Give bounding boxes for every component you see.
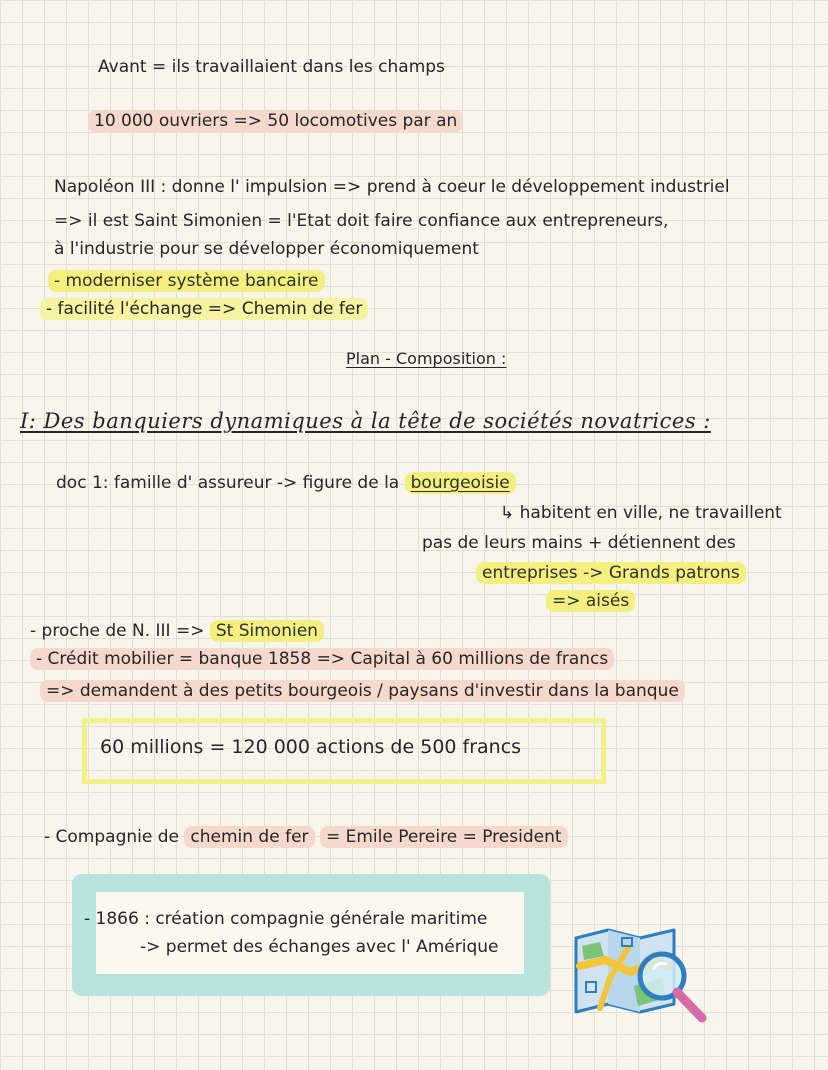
plan-label: Plan - Composition : [346,349,507,368]
napoleon-line-1: Napoléon III : donne l' impulsion => prend à coeur le développement industriel [54,177,730,197]
napoleon-bullet-2 [40,298,368,320]
bullet-1-prefix: - proche de N. III => [30,621,205,641]
napoleon-bullet-1-text: - moderniser système bancaire [48,270,325,292]
doc1-line-5 [546,590,635,612]
actions-box-text: 60 millions = 120 000 actions de 500 francs [100,736,522,758]
section-title: I: Des banquiers dynamiques à la tête de sociétés novatrices : [20,409,711,433]
doc1-bourgeoisie: bourgeoisie [405,472,516,494]
doc1-line-1-prefix: doc 1: famille d' assureur -> figure de la [56,473,400,493]
maritime-line-1: - 1866 : création compagnie générale maritime [84,909,488,929]
compagnie-line [44,826,568,848]
intro-line-1: Avant = ils travaillaient dans les champs [98,57,445,77]
napoleon-bullet-2-text: - facilité l'échange => Chemin de fer [40,298,368,320]
compagnie-prefix: - Compagnie de [44,827,179,847]
doc1-line-4 [476,562,746,584]
napoleon-line-3: à l'industrie pour se développer économiquement [54,239,479,259]
bullet-2-text: - Crédit mobilier = banque 1858 => Capital à 60 millions de francs [30,648,614,670]
doc1-line-5-text: => aisés [546,590,635,612]
intro-line-2-text: 10 000 ouvriers => 50 locomotives par an [88,110,463,132]
doc1-line-4-text: entreprises -> Grands patrons [476,562,746,584]
napoleon-line-2: => il est Saint Simonien = l'Etat doit faire confiance aux entrepreneurs, [54,211,669,231]
maritime-line-2: -> permet des échanges avec l' Amérique [140,937,499,957]
bullet-3-text: => demandent à des petits bourgeois / paysans d'investir dans la banque [40,680,685,702]
doc1-line-2: ↳ habitent en ville, ne travaillent [500,503,782,523]
bullet-1 [30,620,324,642]
intro-line-2 [88,110,463,132]
compagnie-suffix: = Emile Pereire = President [320,826,568,848]
magnifier-handle [677,992,702,1018]
bullet-2 [30,648,614,670]
doc1-line-3: pas de leurs mains + détiennent des [422,533,736,553]
bullet-1-highlight: St Simonien [210,620,324,642]
compagnie-highlight: chemin de fer [184,826,314,848]
maritime-box-inner [96,892,524,974]
doc1-line-1 [56,472,516,494]
napoleon-bullet-1 [48,270,325,292]
map-search-icon [570,926,720,1026]
bullet-3 [40,680,685,702]
